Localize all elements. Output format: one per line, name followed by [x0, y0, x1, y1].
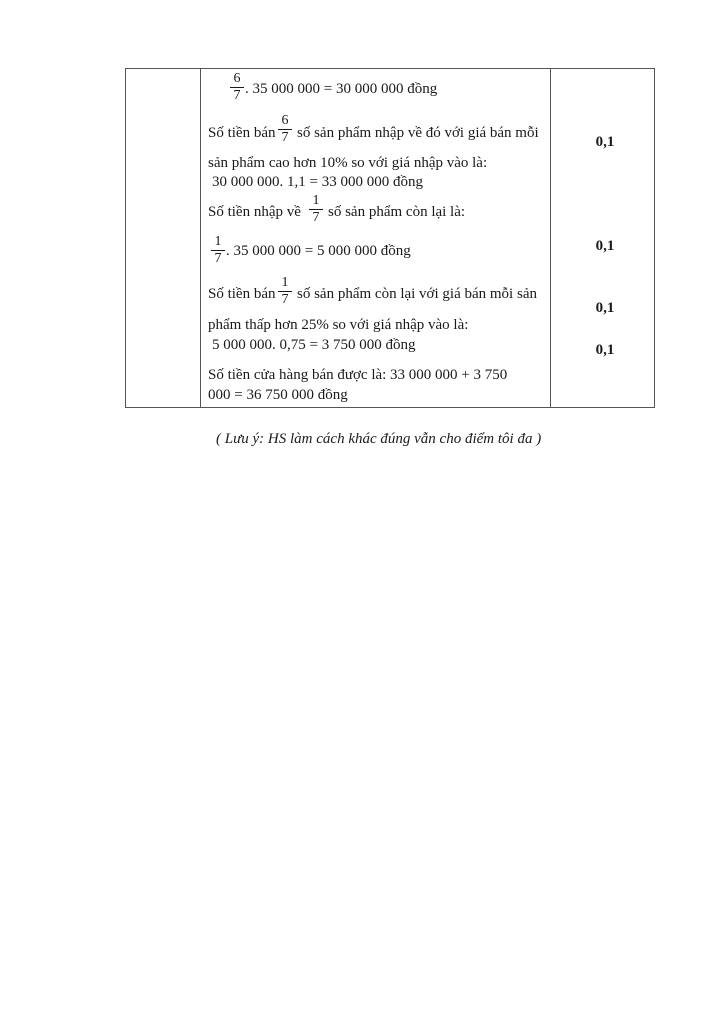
text-line-2-post: số sản phẩm nhập về đó với giá bán mỗi: [297, 125, 539, 141]
fraction-6-7-b: 6 7: [278, 114, 292, 145]
text-line-7-post: số sản phẩm còn lại với giá bán mỗi sản: [297, 286, 537, 302]
text-line-5-pre: Số tiền nhập về: [208, 204, 301, 220]
text-line-5-post: số sản phẩm còn lại là:: [328, 204, 466, 220]
score-2: 0,1: [595, 238, 615, 254]
score-3: 0,1: [595, 300, 615, 316]
score-1: 0,1: [595, 134, 615, 150]
text-line-10: Số tiền cửa hàng bán được là: 33 000 000 + 3 750: [208, 367, 508, 383]
text-line-11: 000 = 36 750 000 đồng: [208, 387, 348, 403]
fraction-1-7: 1 7: [309, 194, 323, 225]
calc-line-4: 30 000 000. 1,1 = 33 000 000 đồng: [212, 174, 423, 190]
column-divider-1: [200, 69, 201, 407]
fraction-1-7-b: 1 7: [211, 235, 225, 266]
calc-line-9: 5 000 000. 0,75 = 3 750 000 đồng: [212, 337, 416, 353]
score-4: 0,1: [595, 342, 615, 358]
column-divider-2: [550, 69, 551, 407]
text-line-8: phẩm thấp hơn 25% so với giá nhập vào là:: [208, 317, 469, 333]
answer-table: [125, 68, 655, 408]
fraction-6-7: 6 7: [230, 72, 244, 103]
footnote: ( Lưu ý: HS làm cách khác đúng vẫn cho điểm tôi đa ): [216, 431, 542, 447]
calc-line-6: . 35 000 000 = 5 000 000 đồng: [226, 243, 411, 259]
text-line-2-pre: Số tiền bán: [208, 125, 276, 141]
text-line-3: sản phẩm cao hơn 10% so với giá nhập vào là:: [208, 155, 488, 171]
fraction-1-7-c: 1 7: [278, 276, 292, 307]
text-line-7-pre: Số tiền bán: [208, 286, 276, 302]
calc-line-1: . 35 000 000 = 30 000 000 đồng: [245, 81, 438, 97]
